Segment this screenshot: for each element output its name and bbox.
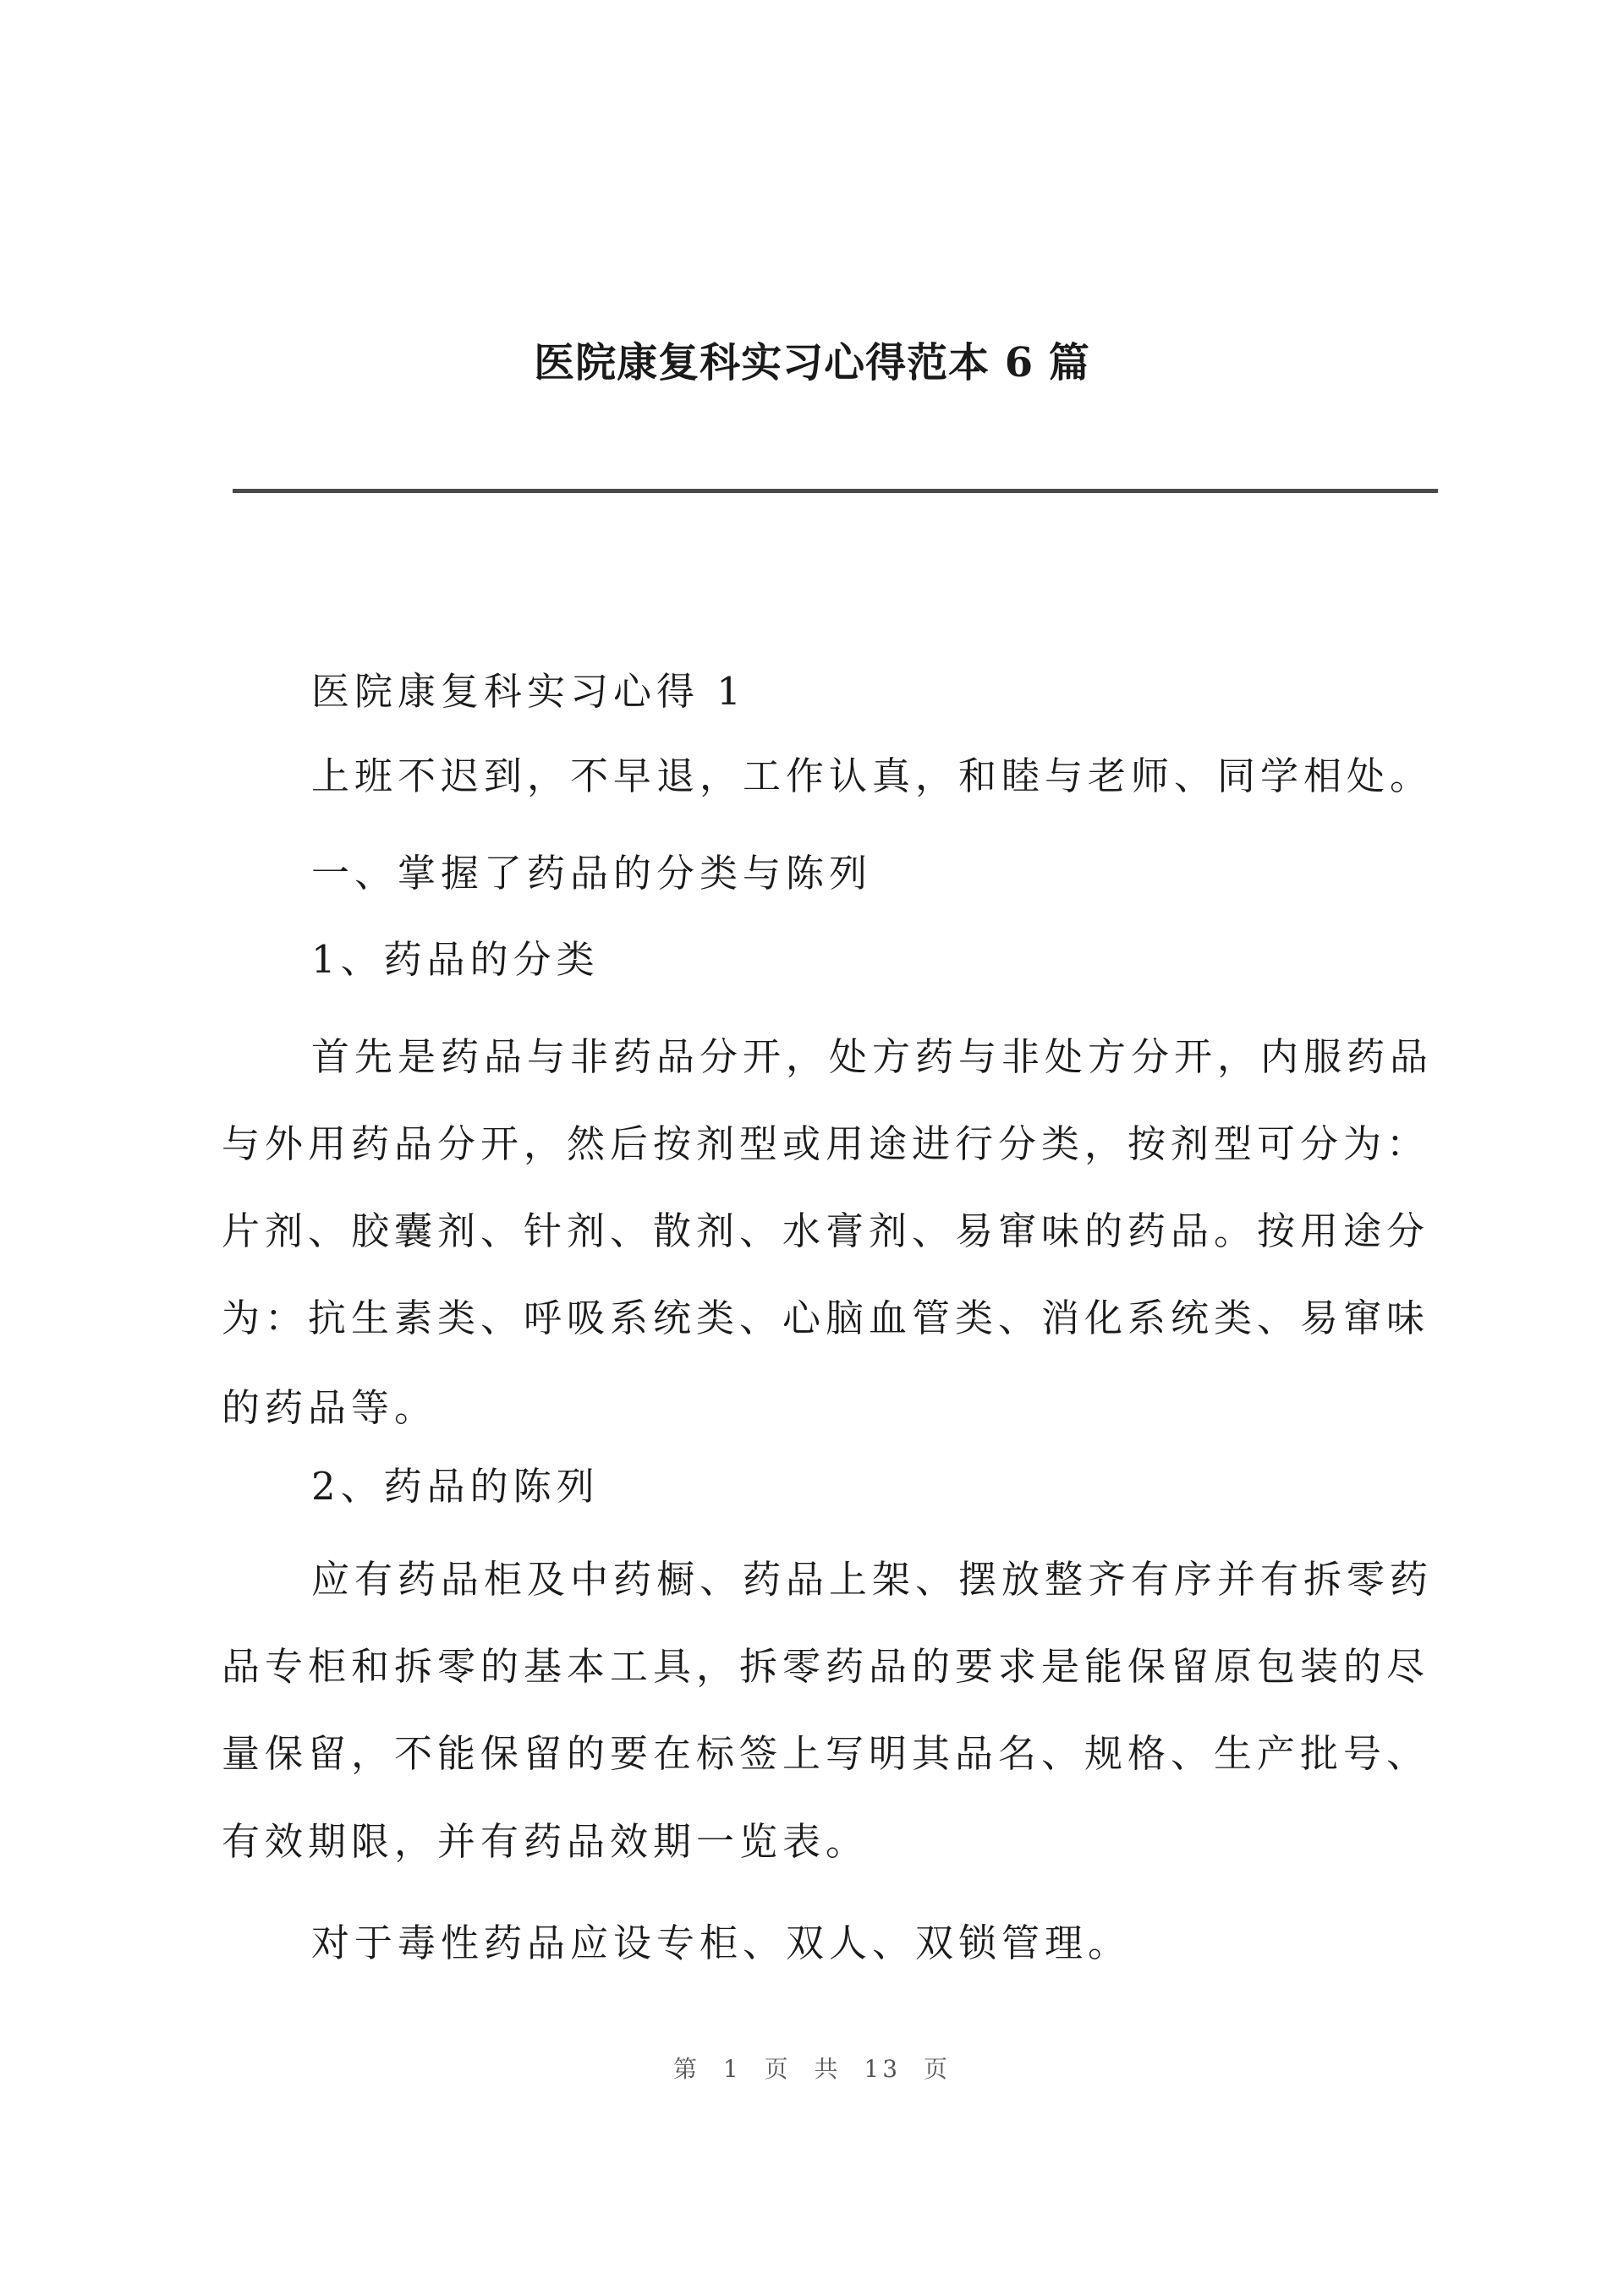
paragraph-line: 上班不迟到，不早退，工作认真，和睦与老师、同学相处。 xyxy=(311,753,1434,798)
section-heading: 医院康复科实习心得 1 xyxy=(311,669,746,714)
paragraph-line: 1、药品的分类 xyxy=(311,937,600,982)
paragraph-line: 的药品等。 xyxy=(222,1385,438,1430)
paragraph-line: 片剂、胶囊剂、针剂、散剂、水膏剂、易窜味的药品。按用途分 xyxy=(222,1208,1430,1253)
paragraph-line: 一、掌握了药品的分类与陈列 xyxy=(311,851,873,896)
paragraph-line: 应有药品柜及中药橱、药品上架、摆放整齐有序并有拆零药 xyxy=(311,1557,1434,1602)
paragraph-line: 2、药品的陈列 xyxy=(311,1464,600,1509)
title-divider xyxy=(233,489,1438,493)
paragraph-line: 对于毒性药品应设专柜、双人、双锁管理。 xyxy=(311,1921,1132,1965)
document-title: 医院康复科实习心得范本 6 篇 xyxy=(534,339,1090,386)
paragraph-line: 首先是药品与非药品分开，处方药与非处方分开，内服药品 xyxy=(311,1034,1434,1079)
paragraph-line: 量保留，不能保留的要在标签上写明其品名、规格、生产批号、 xyxy=(222,1731,1430,1776)
paragraph-line: 品专柜和拆零的基本工具，拆零药品的要求是能保留原包装的尽 xyxy=(222,1644,1430,1689)
page-number-footer: 第 1 页 共 13 页 xyxy=(673,2055,951,2083)
paragraph-line: 与外用药品分开，然后按剂型或用途进行分类，按剂型可分为： xyxy=(222,1121,1430,1166)
paragraph-line: 为：抗生素类、呼吸系统类、心脑血管类、消化系统类、易窜味 xyxy=(222,1296,1430,1340)
paragraph-line: 有效期限，并有药品效期一览表。 xyxy=(222,1819,870,1864)
